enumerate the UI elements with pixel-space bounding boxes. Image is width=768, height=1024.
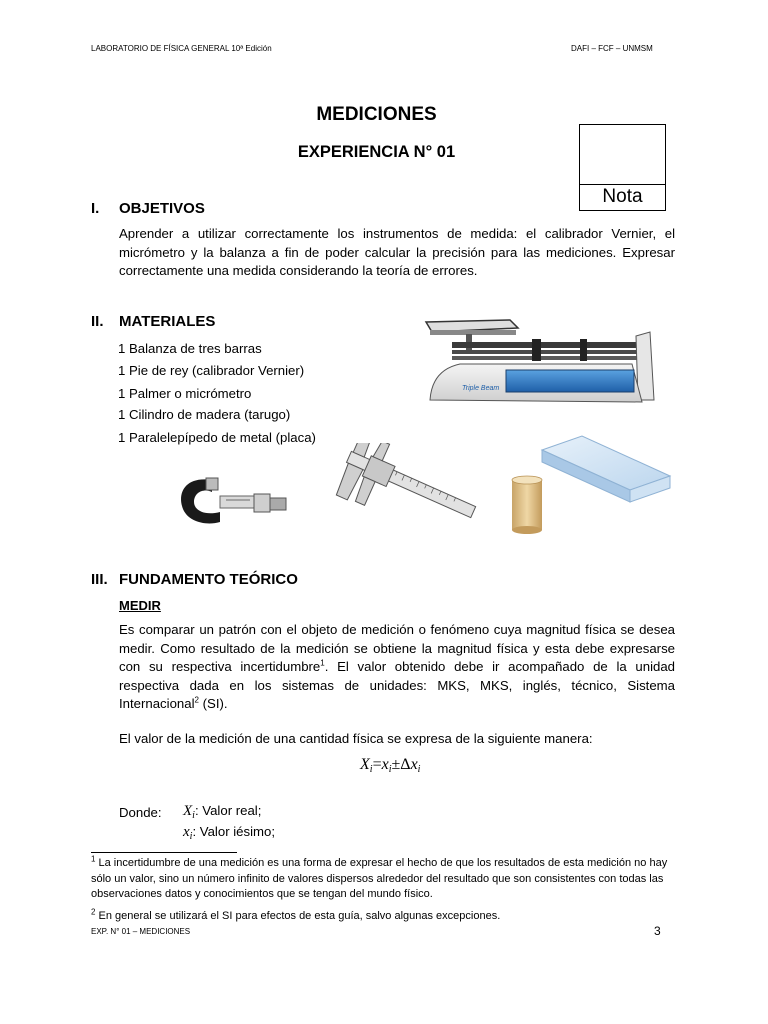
balance-brand: Triple Beam [462, 385, 500, 392]
triple-beam-balance-image [422, 314, 670, 406]
page-title: MEDICIONES [316, 104, 437, 125]
definition-row [183, 803, 261, 821]
definition-text: : Valor real; [194, 803, 262, 818]
formula-subscript: i [189, 831, 193, 842]
formula-subscript: i [192, 810, 195, 821]
section-objetivos-heading [91, 200, 391, 220]
formula-operator: ± [391, 756, 401, 773]
running-header-right: DAFI – FCF – UNMSM [571, 44, 653, 53]
section-number: I. [91, 200, 100, 217]
footnote [91, 909, 675, 925]
formula-symbol: x [410, 756, 418, 773]
formula-subscript: i [417, 764, 421, 775]
material-item: 1 Palmer o micrómetro [118, 386, 252, 401]
section-fundamento-heading [91, 571, 491, 591]
grade-box [579, 124, 666, 211]
section-title: OBJETIVOS [119, 200, 205, 217]
formula-symbol: X [183, 803, 193, 819]
micrometer-image [176, 470, 291, 528]
formula-symbol: x [183, 824, 190, 840]
running-header-left: LABORATORIO DE FÍSICA GENERAL 10ª Edición [91, 44, 272, 53]
footnote-ref: 2 [194, 695, 199, 705]
formula-symbol: X [360, 756, 370, 773]
footnote-text: En general se utilizará el SI para efectos de esta guía, salvo algunas excepciones. [95, 910, 501, 922]
running-footer: EXP. N° 01 – MEDICIONES [91, 927, 191, 936]
measurement-intro: El valor de la medición de una cantidad física se expresa de la siguiente manera: [119, 731, 593, 746]
page-number: 3 [654, 924, 661, 938]
formula-operator: = [372, 756, 382, 773]
metal-plate-image [538, 432, 674, 506]
objetivos-paragraph: Aprender a utilizar correctamente los instrumentos de medida: el calibrador Vernier, el micrómetro y la balanza a fin de poder calcular la precisión para las mediciones. Expresar correctamente una medida considerando la teoría de errores. [119, 226, 675, 278]
section-number: III. [91, 571, 108, 588]
donde-label: Donde: [119, 805, 162, 820]
measurement-formula [360, 756, 420, 775]
formula-delta: Δ [400, 756, 411, 773]
material-item: 1 Pie de rey (calibrador Vernier) [118, 363, 305, 378]
vernier-caliper-image [332, 443, 480, 539]
page-subtitle: EXPERIENCIA N° 01 [297, 143, 456, 161]
footnote-mark: 1 [91, 854, 96, 864]
footnote-mark: 2 [91, 907, 96, 917]
material-item: 1 Cilindro de madera (tarugo) [118, 407, 291, 422]
material-item: 1 Paralelepípedo de metal (placa) [118, 430, 316, 445]
formula-subscript: i [369, 764, 373, 775]
footnote-ref: 1 [320, 658, 325, 668]
paragraph-text: (SI). [198, 696, 228, 711]
formula-symbol: x [381, 756, 389, 773]
grade-label: Nota [602, 186, 643, 207]
formula-subscript: i [388, 764, 392, 775]
paragraph-text: . El valor obtenido debe ir acompañado de la unidad respectiva dada en los sistemas de unidades: MKS, MKS, inglés, técnico, Sistema Internacional [119, 659, 675, 711]
paragraph-text: Es comparar un patrón con el objeto de medición o fenómeno cuya magnitud física se desea medir. Como resultado de la medición se obtiene la magnitud física y esta debe expresarse con su respectiva incertidumbre [119, 622, 675, 674]
footnote [91, 856, 675, 903]
footnote-text: La incertidumbre de una medición es una forma de expresar el hecho de que los resultados de esta medición no hay sólo un valor, sino un número infinito de valores dispersos alrededor del resultado que son consistentes con todas las observaciones datos y conocimientos que se tengan del mundo físico. [91, 857, 668, 900]
section-materiales-heading [91, 313, 391, 333]
definition-row [183, 824, 275, 842]
definition-text: : Valor iésimo; [192, 824, 276, 839]
material-item: 1 Balanza de tres barras [118, 341, 262, 356]
section-title: FUNDAMENTO TEÓRICO [119, 571, 298, 588]
medir-paragraph [119, 621, 675, 714]
section-number: II. [91, 313, 104, 330]
subsection-heading: MEDIR [119, 598, 161, 613]
section-title: MATERIALES [119, 313, 216, 330]
footnote-separator [91, 852, 237, 853]
